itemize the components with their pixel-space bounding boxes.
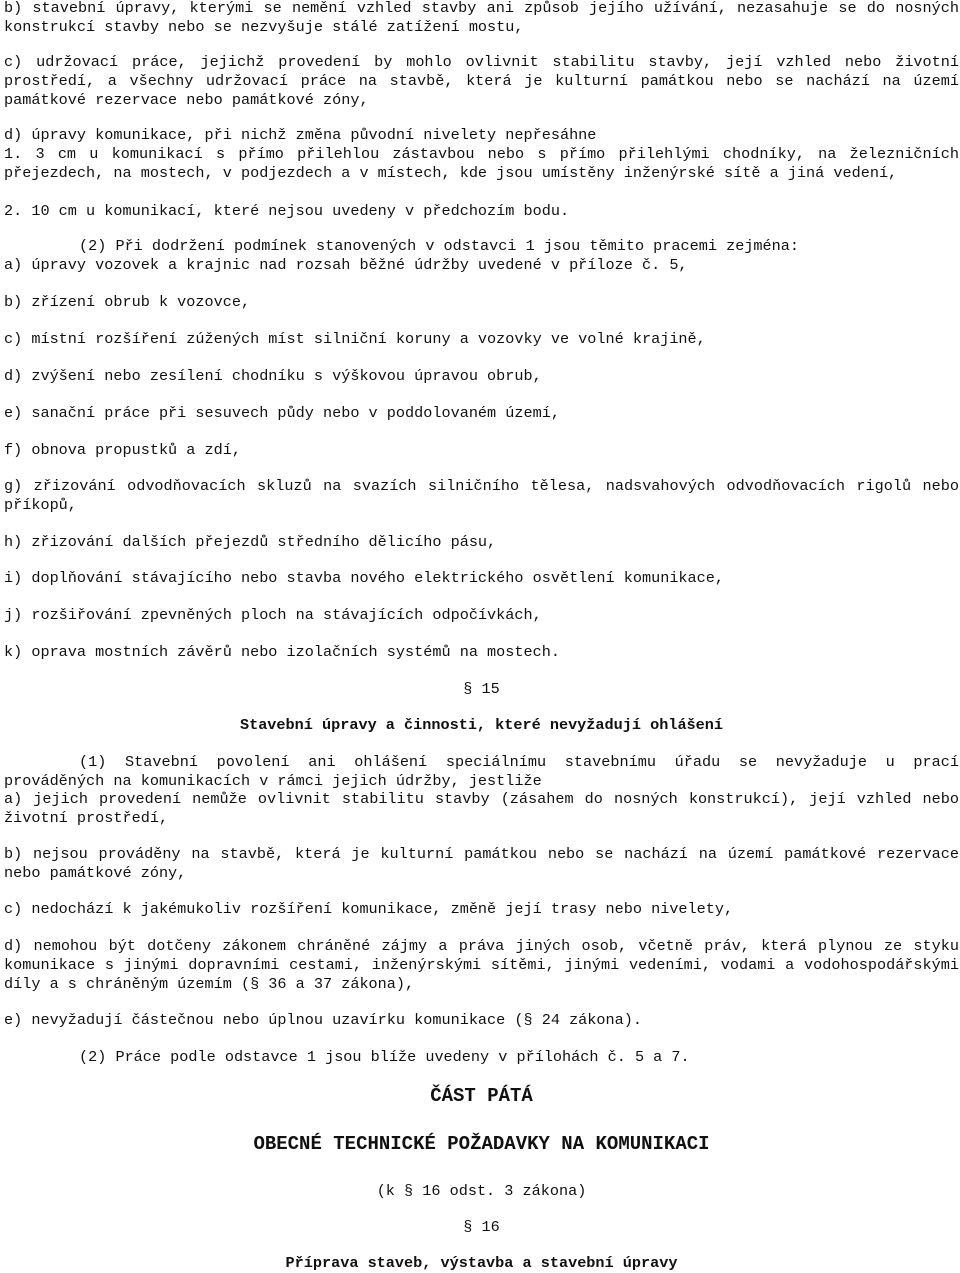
part-subtitle: OBECNÉ TECHNICKÉ POŽADAVKY NA KOMUNIKACI xyxy=(253,1133,710,1155)
section-15-item-c: c) nedochází k jakémukoliv rozšíření komunikace, změně její trasy nebo nivelety, xyxy=(4,900,734,918)
section-15-paragraph-2: (2) Práce podle odstavce 1 jsou blíže uvedeny v přílohách č. 5 a 7. xyxy=(79,1048,690,1066)
section-15-item-d: d) nemohou být dotčeny zákonem chráněné zájmy a práva jiných osob, včetně práv, která plynou ze styku komunikace s jinými dopravními cestami, inženýrskými sítěmi, jinými vedeními, vodami a vodohospodářskými díly a s chráněným územím (§ 36 a 37 zákona), xyxy=(4,937,959,993)
list-item-d: d) zvýšení nebo zesílení chodníku s výškovou úpravou obrub, xyxy=(4,367,542,385)
list-item-k: k) oprava mostních závěrů nebo izolačních systémů na mostech. xyxy=(4,643,560,661)
section-15-item-e: e) nevyžadují částečnou nebo úplnou uzavírku komunikace (§ 24 zákona). xyxy=(4,1011,642,1029)
part-title: ČÁST PÁTÁ xyxy=(430,1085,533,1107)
section-15-number: § 15 xyxy=(463,680,500,698)
section-16-title: Příprava staveb, výstavba a stavební úpravy xyxy=(285,1254,678,1272)
section-15-title: Stavební úpravy a činnosti, které nevyžadují ohlášení xyxy=(239,716,724,734)
list-item-c: c) místní rozšíření zúžených míst silniční koruny a vozovky ve volné krajině, xyxy=(4,330,706,348)
list-item-a: a) úpravy vozovek a krajnic nad rozsah běžné údržby uvedené v příloze č. 5, xyxy=(4,256,688,274)
list-item-j: j) rozšiřování zpevněných ploch na stávajících odpočívkách, xyxy=(4,606,542,624)
paragraph-2: (2) Při dodržení podmínek stanovených v odstavci 1 jsou těmito pracemi zejména: xyxy=(79,237,800,255)
list-item-b: b) zřízení obrub k vozovce, xyxy=(4,293,251,311)
paragraph-d: d) úpravy komunikace, při nichž změna původní nivelety nepřesáhne xyxy=(4,126,597,144)
list-item-f: f) obnova propustků a zdí, xyxy=(4,441,241,459)
section-15-paragraph-1: (1) Stavební povolení ani ohlášení speciálnímu stavebnímu úřadu se nevyžaduje u prací prováděných na komunikacích v rámci jejich údržby, jestliže xyxy=(4,753,959,790)
list-item-i: i) doplňování stávajícího nebo stavba nového elektrického osvětlení komunikace, xyxy=(4,569,725,587)
part-reference: (k § 16 odst. 3 zákona) xyxy=(376,1182,587,1200)
section-15-item-b: b) nejsou prováděny na stavbě, která je kulturní památkou nebo se nachází na území památkové rezervace nebo památkové zóny, xyxy=(4,845,959,882)
section-15-item-a: a) jejich provedení nemůže ovlivnit stabilitu stavby (zásahem do nosných konstrukcí), její vzhled nebo životní prostředí, xyxy=(4,790,959,827)
section-16-number: § 16 xyxy=(463,1218,500,1236)
paragraph-d-point-2: 2. 10 cm u komunikací, které nejsou uvedeny v předchozím bodu. xyxy=(4,202,570,220)
list-item-g: g) zřizování odvodňovacích skluzů na svazích silničního tělesa, nadsvahových odvodňovacích rigolů nebo příkopů, xyxy=(4,477,959,514)
list-item-h: h) zřizování dalších přejezdů středního dělicího pásu, xyxy=(4,533,497,551)
paragraph-c: c) udržovací práce, jejichž provedení by mohlo ovlivnit stabilitu stavby, její vzhled nebo životní prostředí, a všechny udržovací práce na stavbě, která je kulturní památkou nebo se nachází na území památkové rezervace nebo památkové zóny, xyxy=(4,53,959,109)
list-item-e: e) sanační práce při sesuvech půdy nebo v poddolovaném území, xyxy=(4,404,560,422)
paragraph-b: b) stavební úpravy, kterými se nemění vzhled stavby ani způsob jejího užívání, nezasahuje se do nosných konstrukcí stavby nebo se nezvyšuje stálé zatížení mostu, xyxy=(4,0,959,36)
paragraph-d-point-1: 1. 3 cm u komunikací s přímo přilehlou zástavbou nebo s přímo přilehlými chodníky, na železničních přejezdech, na mostech, v podjezdech a v místech, kde jsou umístěny inženýrské sítě a jiná vedení, xyxy=(4,145,959,182)
